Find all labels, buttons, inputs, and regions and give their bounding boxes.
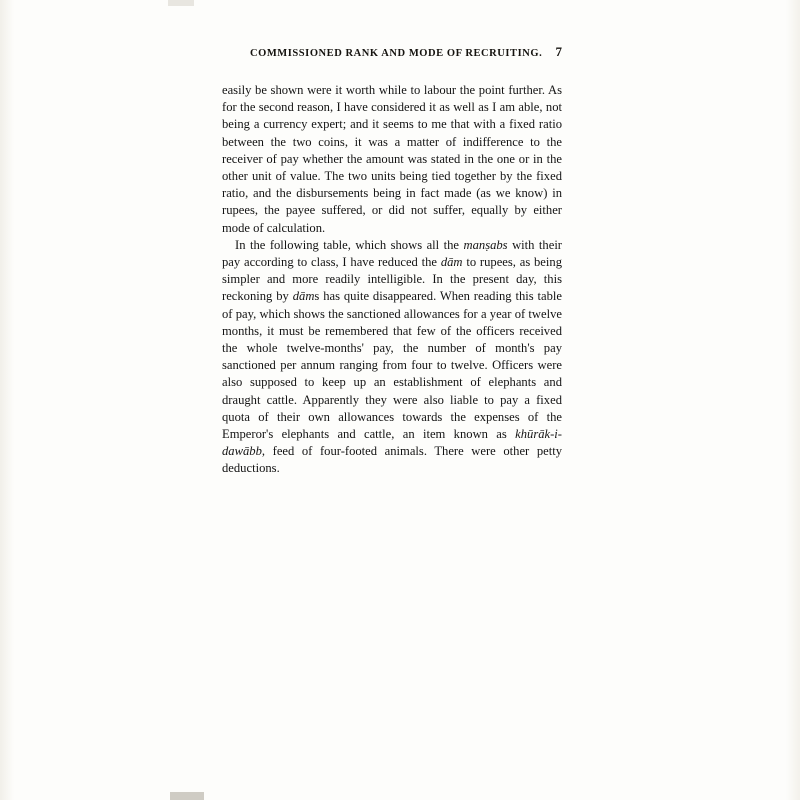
scan-artifact-bottom: [170, 792, 204, 800]
page-number: 7: [555, 44, 562, 59]
scan-edge-right: [786, 0, 800, 800]
page-header: [222, 44, 562, 60]
paragraph-1: easily be shown were it worth while to labour the point further. As for the second reason, I have considered it as well as I am able, not being a currency expert; and it seems to me that with a fixed ratio between the two coins, it was a matter of indifference to the receiver of pay whether the amount was stated in the one or in the other unit of value. The two units being tied together by the fixed ratio, and the disbursements being in fact made (as we know) in rupees, the payee suffered, or did not suffer, equally by either mode of calculation.: [222, 83, 562, 235]
scan-edge-left: [0, 0, 14, 800]
scan-artifact-top: [168, 0, 194, 6]
running-head: COMMISSIONED RANK AND MODE OF RECRUITING.: [250, 48, 543, 59]
paragraph-2: In the following table, which shows all the manṣabs with their pay according to class, I have reduced the dām to rupees, as being simpler and more readily intelligible. In the present day, this reckoning by dāms has quite disappeared. When reading this table of pay, which shows the sanctioned allowances for a year of twelve months, it must be remembered that few of the officers received the whole twelve-months' pay, the number of month's pay sanctioned per annum ranging from four to twelve. Officers were also supposed to keep up an establishment of elephants and draught cattle. Apparently they were also liable to pay a fixed quota of their own allowances towards the expenses of the Emperor's elephants and cattle, an item known as khūrāk-i-dawābb, feed of four-footed animals. There were other petty deductions.: [222, 237, 563, 476]
text-column: [222, 44, 562, 478]
